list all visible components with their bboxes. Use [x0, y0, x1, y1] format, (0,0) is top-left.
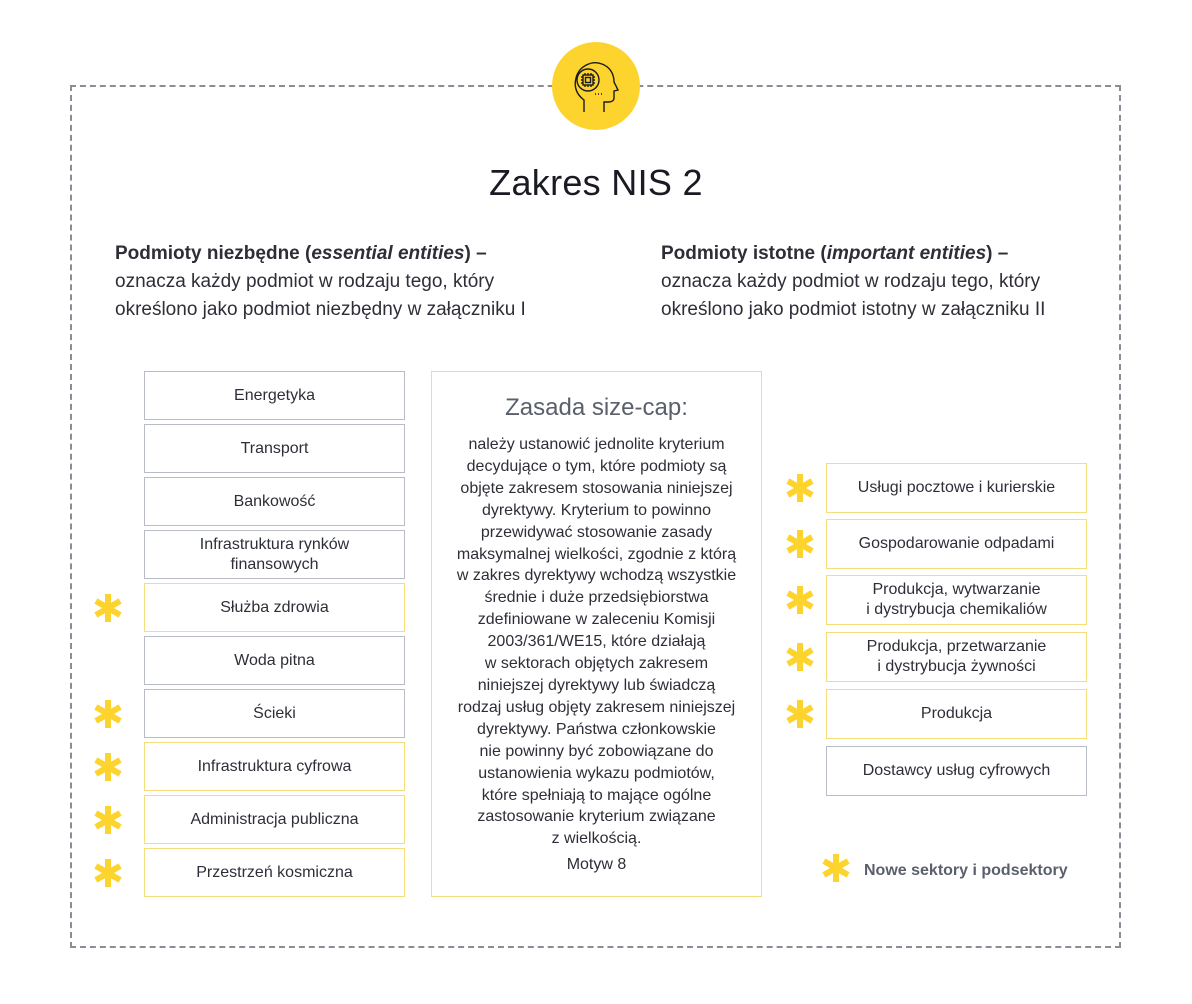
sector-label: Służba zdrowia: [220, 598, 329, 616]
sector-box: [144, 477, 405, 526]
sector-label: Infrastruktura cyfrowa: [197, 757, 352, 775]
sector-label: Przestrzeń kosmiczna: [196, 863, 353, 881]
sector-label: Bankowość: [233, 492, 316, 510]
sector-label: Administracja publiczna: [190, 810, 359, 828]
sector-box: [826, 463, 1087, 513]
asterisk-icon: [820, 852, 852, 889]
asterisk-icon: [91, 750, 125, 784]
sector-box: [826, 689, 1087, 739]
sector-box: [144, 424, 405, 473]
sector-label: Produkcja, wytwarzanie i dystrybucja chemikaliów: [866, 581, 1047, 618]
sector-box: [144, 530, 405, 579]
size-cap-reference: Motyw 8: [566, 856, 627, 874]
essential-entities-heading: Podmioty niezbędne (essential entities) –: [115, 243, 487, 264]
asterisk-icon: [91, 591, 125, 625]
sector-box: [826, 575, 1087, 625]
size-cap-box: [431, 371, 762, 897]
sector-box: [826, 746, 1087, 796]
important-entities-definition: [661, 240, 1131, 324]
sector-label: Woda pitna: [234, 651, 315, 669]
sector-label: Ścieki: [253, 704, 296, 722]
asterisk-icon: [783, 471, 817, 505]
sector-box: [144, 795, 405, 844]
asterisk-icon: [91, 856, 125, 890]
sector-label: Produkcja: [920, 705, 993, 722]
size-cap-body: należy ustanowić jednolite kryterium decydujące o tym, które podmioty są objęte zakresem stosowania niniejszej dyrektywy. Kryterium to powinno przewidywać stosowanie zasady maksymalnej wielkości, zgodnie z którą w zakres dyrektywy wchodzą wszystkie średnie i duże przedsiębiorstwa zdefiniowane w zaleceniu Komisji 2003/361/WE15, które działają w sektorach objętych zakresem niniejszej dyrektywy lub świadczą rodzaj usług objęty zakresem niniejszej dyrektywy. Państwa członkowskie nie powinny być zobowiązane do ustanowienia wykazu podmiotów, które spełniają to mające ogólne zastosowanie kryterium związane z wielkością.: [456, 436, 737, 848]
size-cap-title: Zasada size-cap:: [505, 394, 688, 421]
sector-box: [144, 742, 405, 791]
sector-label: Transport: [240, 439, 309, 457]
sector-box: [144, 583, 405, 632]
legend: [820, 852, 1068, 889]
asterisk-icon: [783, 583, 817, 617]
sector-box: [826, 519, 1087, 569]
important-entities-heading: Podmioty istotne (important entities) –: [661, 243, 1009, 264]
sector-box: [144, 636, 405, 685]
essential-line-1: oznacza każdy podmiot w rodzaju tego, który: [115, 271, 495, 292]
head-with-chip-icon: [552, 42, 640, 130]
asterisk-icon: [91, 697, 125, 731]
sector-box: [826, 632, 1087, 682]
page-title: Zakres NIS 2: [489, 162, 703, 203]
sector-label: Dostawcy usług cyfrowych: [862, 762, 1051, 779]
asterisk-icon: [783, 697, 817, 731]
important-line-1: oznacza każdy podmiot w rodzaju tego, który: [661, 271, 1041, 292]
essential-line-2: określono jako podmiot niezbędny w załączniku I: [115, 299, 526, 320]
sector-box: [144, 848, 405, 897]
sector-box: [144, 371, 405, 420]
asterisk-icon: [783, 640, 817, 674]
essential-entities-definition: [115, 240, 585, 324]
sector-label: Gospodarowanie odpadami: [858, 535, 1055, 552]
sector-box: [144, 689, 405, 738]
sector-label: Energetyka: [234, 386, 315, 404]
sector-label: Usługi pocztowe i kurierskie: [857, 479, 1056, 496]
legend-label: Nowe sektory i podsektory: [864, 861, 1068, 879]
asterisk-icon: [91, 803, 125, 837]
sector-label: Infrastruktura rynków finansowych: [199, 535, 350, 573]
important-line-2: określono jako podmiot istotny w załączniku II: [661, 299, 1046, 320]
asterisk-icon: [783, 527, 817, 561]
sector-label: Produkcja, przetwarzanie i dystrybucja żywności: [866, 638, 1047, 675]
